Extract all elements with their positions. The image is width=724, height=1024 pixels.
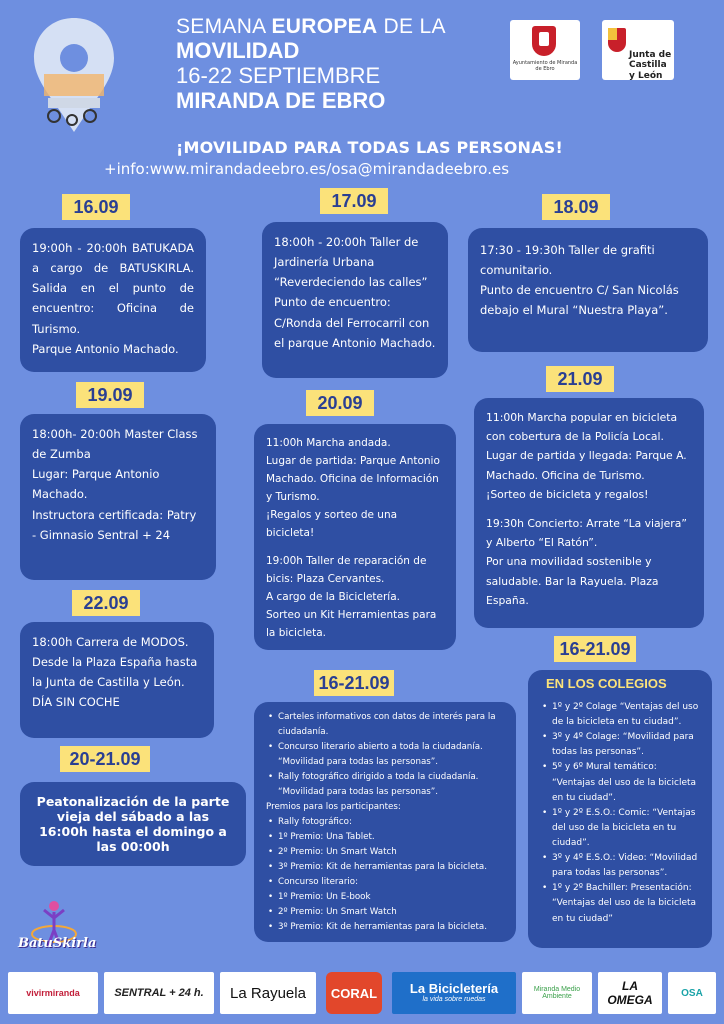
sponsor-coral: CORAL [326,972,382,1014]
crest-icon [532,26,556,56]
date-tag-18-09: 18.09 [542,194,610,220]
date-tag-21-09: 21.09 [546,366,614,392]
date-tag-16-09: 16.09 [62,194,130,220]
dancer-icon [14,896,98,962]
date-tag-20-21-09: 20-21.09 [60,746,150,772]
ayuntamiento-logo: Ayuntamiento de Miranda de Ebro [510,20,580,80]
list-item: • 3º Premio: Kit de herramientas para la bicicleta. [266,920,506,935]
event-title: SEMANA EUROPEA DE LA MOVILIDAD 16-22 SEPTIEMBRE MIRANDA DE EBRO [176,15,446,113]
colegios-title: EN LOS COLEGIOS [546,676,667,691]
list-item: • 2º Premio: Un Smart Watch [266,905,506,920]
list-item: • 3º y 4º Colage: “Movilidad para todas las personas”. [540,730,702,760]
sponsor-osa: OSA [668,972,716,1014]
date-tag-16-21-09-colegios: 16-21.09 [554,636,636,662]
list-item: • 3º y 4º E.S.O.: Video: “Movilidad para todas las personas”. [540,851,702,881]
date-tag-17-09: 17.09 [320,188,388,214]
event-card-22-09: 18:00h Carrera de MODOS. Desde la Plaza España hasta la Junta de Castilla y León. DÍA SIN COCHE [20,622,214,738]
event-card-20-21-09: Peatonalización de la parte vieja del sábado a las 16:00h hasta el domingo a las 00:00h [20,782,246,866]
event-card-19-09: 18:00h- 20:00h Master Class de Zumba Lugar: Parque Antonio Machado. Instructora certificada: Patry - Gimnasio Sentral + 24 [20,414,216,580]
date-tag-19-09: 19.09 [76,382,144,408]
list-item: • Rally fotográfico dirigido a toda la ciudadanía. “Movilidad para todas las personas”. [266,770,506,800]
list-item: • Concurso literario: [266,875,506,890]
list-item: • 2º Premio: Un Smart Watch [266,845,506,860]
crest-icon [608,28,626,52]
event-card-17-09: 18:00h - 20:00h Taller de Jardinería Urbana “Reverdeciendo las calles” Punto de encuentro: C/Ronda del Ferrocarril con el parque Antonio Machado. [262,222,448,378]
list-item: • 3º Premio: Kit de herramientas para la bicicleta. [266,860,506,875]
junta-logo: Junta de Castilla y León [602,20,674,80]
sponsor-vivirmiranda: vivirmiranda [8,972,98,1014]
list-item: • 1º y 2º E.S.O.: Comic: “Ventajas del uso de la bicicleta en tu ciudad”. [540,806,702,851]
event-card-20-09: 11:00h Marcha andada. Lugar de partida: Parque Antonio Machado. Oficina de Información y Turismo. ¡Regalos y sorteo de una bicicleta! 19:00h Taller de reparación de bicis: Plaza Cervantes. A cargo de la Bicicletería. Sorteo un Kit Herramientas para la bicicleta. [254,424,456,650]
event-card-16-21-09-colegios [528,670,712,948]
sponsor-la-bicicleteria: La Bicicletería la vida sobre ruedas [392,972,516,1014]
list-item: • 1º y 2º Bachiller: Presentación: “Ventajas del uso de la bicicleta en tu ciudad” [540,881,702,926]
event-card-16-21-09-general [254,702,516,942]
date-tag-22-09: 22.09 [72,590,140,616]
info-contact: +info:www.mirandadeebro.es/osa@mirandadeebro.es [104,160,510,178]
list-item: • Carteles informativos con datos de interés para la ciudadanía. [266,710,506,740]
sponsor-medio-ambiente: Miranda Medio Ambiente [522,972,592,1014]
list-item: • 1º Premio: Un E-book [266,890,506,905]
event-card-18-09: 17:30 - 19:30h Taller de grafiti comunitario. Punto de encuentro C/ San Nicolás debajo el Mural “Nuestra Playa”. [468,228,708,352]
sponsor-la-omega: LA OMEGA [598,972,662,1014]
motto: ¡MOVILIDAD PARA TODAS LAS PERSONAS! [176,138,563,157]
date-tag-16-21-09: 16-21.09 [314,670,394,696]
batuskirla-logo: BatuSkirla [14,896,98,962]
prizes-title: Premios para los participantes: [266,801,401,812]
sponsor-sentral: SENTRAL + 24 h. [104,972,214,1014]
mobility-pin-illustration [30,16,118,136]
date-tag-20-09: 20.09 [306,390,374,416]
list-item: • 1º y 2º Colage “Ventajas del uso de la bicicleta en tu ciudad”. [540,700,702,730]
event-card-16-09: 19:00h - 20:00h BATUKADA a cargo de BATUSKIRLA. Salida en el punto de encuentro: Oficina de Turismo. Parque Antonio Machado. [20,228,206,372]
sponsor-la-rayuela: La Rayuela [220,972,316,1014]
event-card-21-09: 11:00h Marcha popular en bicicleta con cobertura de la Policía Local. Lugar de partida y llegada: Parque A. Machado. Oficina de Turismo. ¡Sorteo de bicicleta y regalos! 19:30h Concierto: Arrate “La viajera” y Alberto “El Ratón”. Por una movilidad sostenible y saludable. Bar la Rayuela. Plaza España. [474,398,704,628]
list-item: • Concurso literario abierto a toda la ciudadanía. “Movilidad para todas las personas”. [266,740,506,770]
list-item: • 5º y 6º Mural temático: “Ventajas del uso de la bicicleta en tu ciudad”. [540,760,702,805]
list-item: • 1º Premio: Una Tablet. [266,830,506,845]
list-item: • Rally fotográfico: [266,815,506,830]
